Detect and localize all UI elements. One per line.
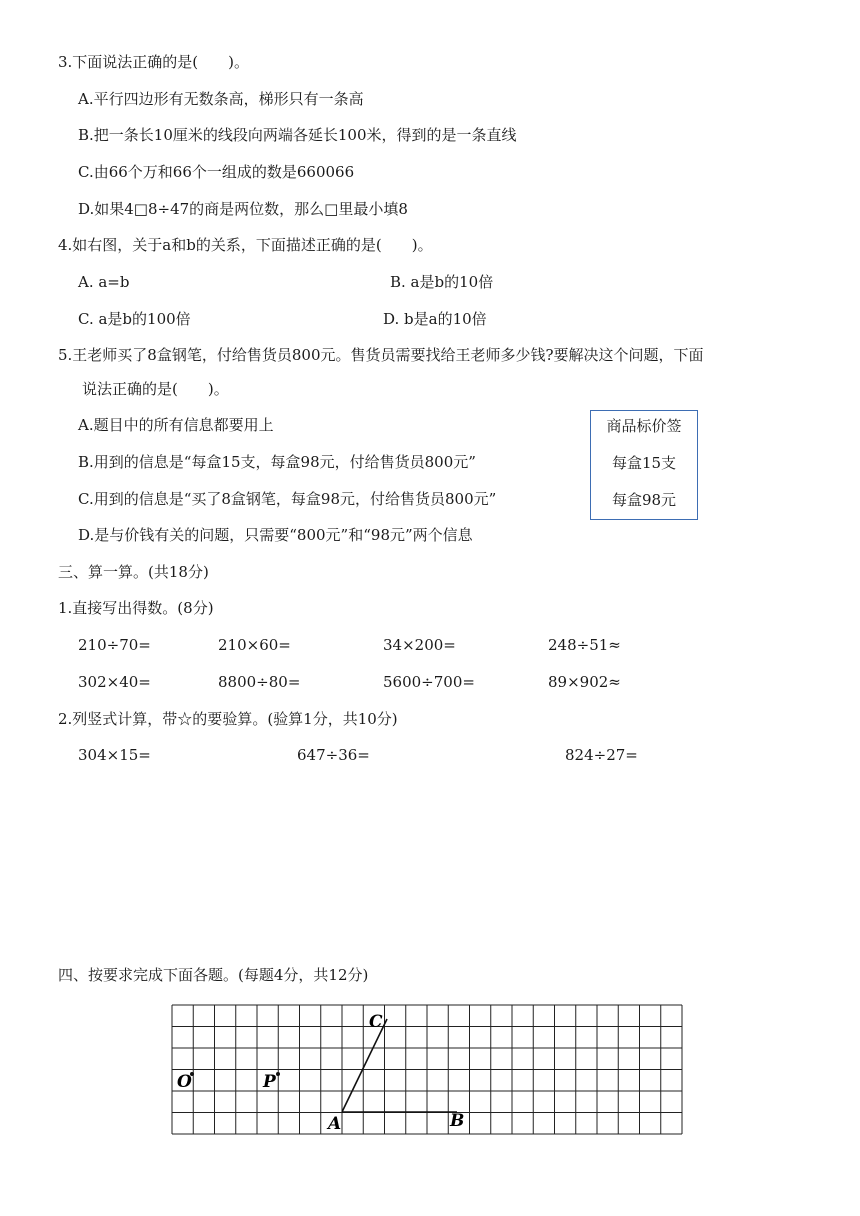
calc-item: 89×902≈ — [548, 673, 621, 691]
square-grid-figure — [160, 995, 700, 1145]
q4-option-d: D. b是a的10倍 — [383, 310, 487, 328]
section3-title: 三、算一算。(共18分) — [58, 563, 209, 581]
q5-stem-line1: 5.王老师买了8盒钢笔，付给售货员800元。售货员需要找给王老师多少钱?要解决这个问题，下面 — [58, 346, 704, 364]
q3-stem: 3.下面说法正确的是( )。 — [58, 53, 250, 71]
section4-title: 四、按要求完成下面各题。(每题4分，共12分) — [58, 966, 369, 984]
vertical-calc-item: 647÷36= — [297, 746, 370, 764]
label-b: B — [450, 1111, 465, 1131]
price-label-box — [590, 410, 698, 520]
q4-stem: 4.如右图，关于a和b的关系，下面描述正确的是( )。 — [58, 236, 433, 254]
label-a: A — [328, 1114, 342, 1134]
q4-option-b: B. a是b的10倍 — [390, 273, 494, 291]
vertical-calc-item: 304×15= — [78, 746, 151, 764]
section3-part2-title: 2.列竖式计算，带☆的要验算。(验算1分，共10分) — [58, 710, 398, 728]
q3-option-a: A.平行四边形有无数条高，梯形只有一条高 — [78, 90, 364, 108]
price-label-title: 商品标价签 — [606, 417, 682, 435]
section3-part1-title: 1.直接写出得数。(8分) — [58, 599, 214, 617]
calc-item: 5600÷700= — [383, 673, 475, 691]
calc-item: 34×200= — [383, 636, 456, 654]
q5-option-a: A.题目中的所有信息都要用上 — [78, 416, 274, 434]
segment-ac — [342, 1019, 387, 1112]
vertical-calc-item: 824÷27= — [565, 746, 638, 764]
q3-option-b: B.把一条长10厘米的线段向两端各延长100米，得到的是一条直线 — [78, 126, 517, 144]
q5-option-c: C.用到的信息是“买了8盒钢笔，每盒98元，付给售货员800元” — [78, 490, 497, 508]
calc-item: 248÷51≈ — [548, 636, 621, 654]
q3-option-d: D.如果4□8÷47的商是两位数，那么□里最小填8 — [78, 200, 408, 218]
q5-option-d: D.是与价钱有关的问题，只需要“800元”和“98元”两个信息 — [78, 526, 473, 544]
label-c: C — [369, 1012, 383, 1032]
calc-item: 210÷70= — [78, 636, 151, 654]
price-label-line1: 每盒15支 — [611, 454, 677, 472]
label-p: P — [263, 1072, 276, 1092]
q5-option-b: B.用到的信息是“每盒15支，每盒98元，付给售货员800元” — [78, 453, 476, 471]
q4-option-a: A. a=b — [78, 273, 130, 291]
calc-item: 8800÷80= — [218, 673, 301, 691]
price-label-line2: 每盒98元 — [611, 491, 677, 509]
q3-option-c: C.由66个万和66个一组成的数是660066 — [78, 163, 355, 181]
q5-stem-line2: 说法正确的是( )。 — [82, 380, 229, 398]
q4-option-c: C. a是b的100倍 — [78, 310, 191, 328]
label-o: O — [177, 1072, 192, 1092]
calc-item: 302×40= — [78, 673, 151, 691]
point-p — [276, 1072, 280, 1076]
calc-item: 210×60= — [218, 636, 291, 654]
